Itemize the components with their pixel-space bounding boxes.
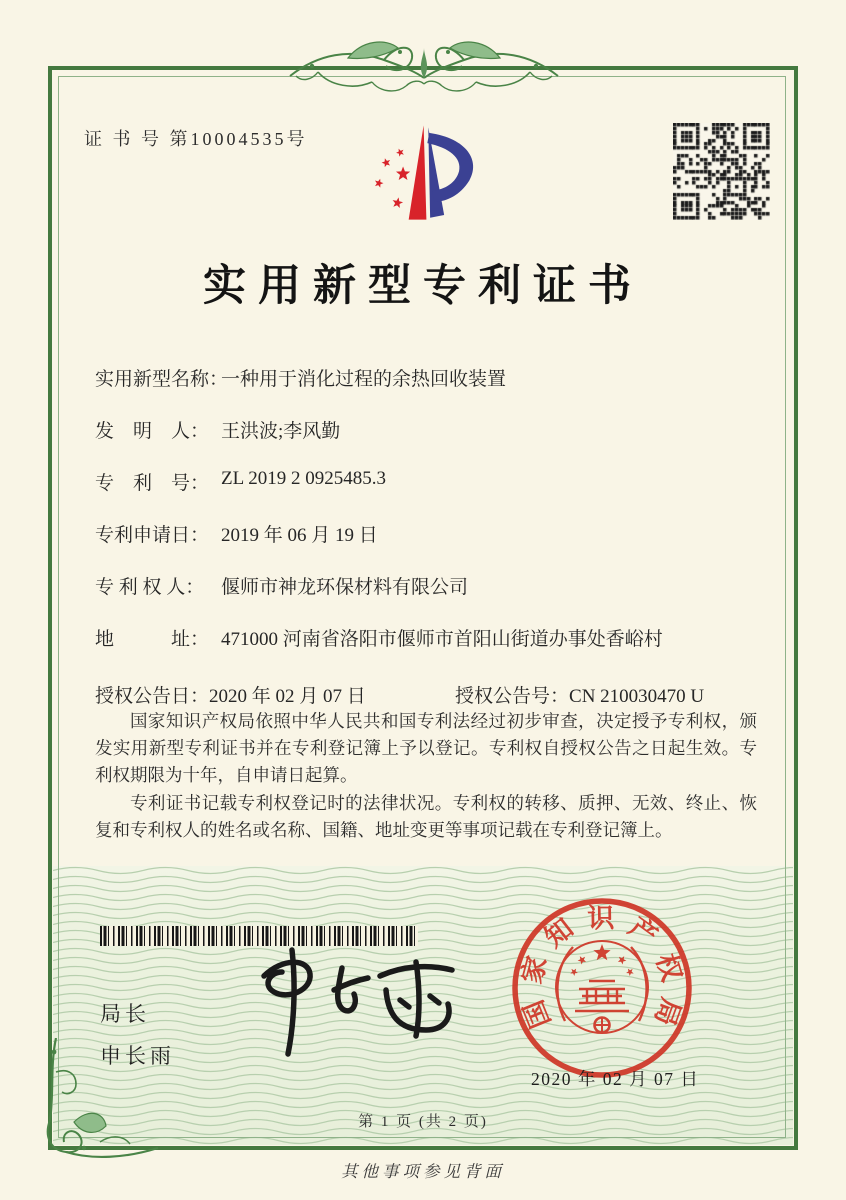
svg-text:家: 家 (516, 953, 553, 987)
svg-text:知: 知 (539, 912, 579, 954)
svg-text:局: 局 (648, 994, 687, 1030)
field-row-filing-date (95, 520, 663, 546)
field-value: 471000 河南省洛阳市偃师市首阳山街道办事处香峪村 (221, 629, 663, 650)
legal-text (95, 708, 757, 845)
director-autograph (230, 946, 468, 1061)
grant-row (95, 681, 755, 708)
grant-date-value: 2020 年 02 月 07 日 (209, 686, 366, 707)
certificate-title: 实用新型专利证书 (203, 263, 643, 310)
field-row-inventor (95, 416, 663, 442)
field-label: 发 明 人： (95, 421, 210, 442)
field-value: 2019 年 06 月 19 日 (221, 525, 378, 546)
page-number: 第 1 页 (共 2 页) (358, 1114, 488, 1130)
field-value: 偃师市神龙环保材料有限公司 (221, 577, 469, 598)
seal-date: 2020 年 02 月 07 日 (531, 1069, 700, 1089)
svg-text:产: 产 (623, 911, 663, 952)
director-name: 申长雨 (100, 1044, 175, 1068)
field-row-address (95, 624, 663, 650)
field-list (95, 364, 663, 676)
grant-number-label: 授权公告号： (455, 686, 570, 707)
field-label: 地 址： (95, 629, 210, 650)
grant-date-pair (95, 686, 366, 707)
field-label: 专 利 权 人： (95, 577, 205, 598)
field-label: 实用新型名称： (95, 369, 229, 390)
field-value: 一种用于消化过程的余热回收装置 (221, 369, 507, 390)
top-flourish-ornament (288, 32, 560, 112)
cnipa-logo-icon (348, 110, 516, 236)
barcode (100, 926, 418, 946)
svg-text:国: 国 (518, 996, 557, 1033)
svg-text:权: 权 (650, 950, 688, 985)
field-row-patent-number (95, 468, 663, 494)
legal-paragraph-2: 专利证书记载专利权登记时的法律状况。专利权的转移、质押、无效、终止、恢复和专利权人的姓名或名称、国籍、地址变更等事项记载在专利登记簿上。 (95, 793, 757, 840)
field-label: 专 利 号： (95, 473, 210, 494)
grant-number-value: CN 210030470 U (569, 686, 705, 707)
field-row-name (95, 364, 663, 390)
back-side-note: 其他事项参见背面 (341, 1162, 505, 1181)
director-title: 局长 (100, 1002, 150, 1026)
national-emblem-icon (556, 941, 648, 1033)
certificate-number: 证 书 号 第10004535号 (84, 129, 308, 149)
official-seal (507, 893, 697, 1083)
grant-number-pair (455, 681, 704, 708)
qr-code (673, 123, 770, 220)
field-value: ZL 2019 2 0925485.3 (221, 468, 387, 489)
field-value: 王洪波;李风勤 (221, 421, 341, 442)
grant-date-label: 授权公告日： (95, 686, 210, 707)
svg-text:识: 识 (587, 902, 615, 934)
field-row-patentee (95, 572, 663, 598)
field-label: 专利申请日： (95, 525, 210, 546)
legal-paragraph-1: 国家知识产权局依照中华人民共和国专利法经过初步审查，决定授予专利权，颁发实用新型专利证书并在专利登记簿上予以登记。专利权自授权公告之日起生效。专利权期限为十年，自申请日起算。 (95, 711, 757, 785)
corner-flourish-ornament (40, 1038, 160, 1173)
